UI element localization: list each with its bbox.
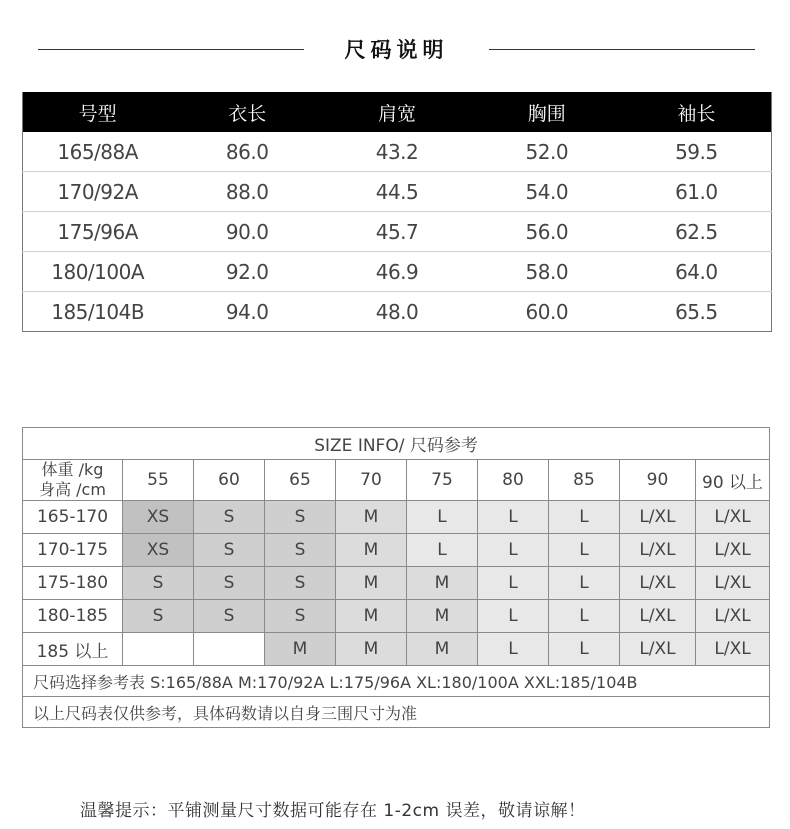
- table-cell: 65.5: [675, 299, 718, 324]
- size-grid-cell: L/XL: [696, 600, 770, 633]
- table-cell: 60.0: [525, 299, 569, 324]
- table-cell: 59.5: [622, 132, 772, 172]
- size-grid-row: [23, 501, 770, 534]
- size-grid-cell: L: [549, 534, 620, 567]
- height-range-label: 165-170: [23, 501, 123, 534]
- size-grid-cell: L: [407, 534, 478, 567]
- weight-axis-label: 体重 /kg: [41, 460, 104, 479]
- size-grid-cell: M: [336, 534, 407, 567]
- size-table-header-cell: 衣长: [172, 92, 322, 132]
- table-cell: 175/96A: [23, 212, 173, 252]
- weight-header-cell: 55: [123, 460, 194, 501]
- table-cell: 48.0: [375, 299, 419, 324]
- weight-header-cell: 70: [336, 460, 407, 501]
- weight-header-cell: 60: [194, 460, 265, 501]
- table-cell: 180/100A: [23, 252, 173, 292]
- size-grid-cell: L: [478, 600, 549, 633]
- height-range-label: 180-185: [23, 600, 123, 633]
- size-grid-cell: L: [549, 501, 620, 534]
- table-cell: 43.2: [322, 132, 472, 172]
- table-cell: 94.0: [225, 299, 269, 324]
- size-grid-cell: L: [478, 501, 549, 534]
- size-grid-cell: L/XL: [696, 633, 770, 666]
- size-grid-cell: M: [265, 633, 336, 666]
- size-grid-cell: [194, 633, 265, 666]
- size-grid-cell: L/XL: [696, 534, 770, 567]
- size-grid-cell: S: [123, 567, 194, 600]
- weight-header-cell: 90: [620, 460, 696, 501]
- size-table-header-cell: 号型: [23, 92, 173, 132]
- size-grid-cell: S: [265, 534, 336, 567]
- size-grid-cell: S: [123, 600, 194, 633]
- size-grid-cell: L/XL: [620, 534, 696, 567]
- table-cell: 86.0: [172, 132, 322, 172]
- weight-header-cell: 65: [265, 460, 336, 501]
- table-cell: 44.5: [322, 172, 472, 212]
- size-grid-cell: S: [194, 534, 265, 567]
- size-grid-cell: L: [478, 633, 549, 666]
- size-grid-cell: L/XL: [696, 501, 770, 534]
- table-row: [23, 292, 772, 332]
- size-grid-row: [23, 633, 770, 666]
- size-grid-row: [23, 567, 770, 600]
- table-cell: 52.0: [472, 132, 622, 172]
- size-grid-cell: L: [478, 567, 549, 600]
- table-row: [23, 132, 772, 172]
- size-disclaimer-note: 以上尺码表仅供参考，具体码数请以自身三围尺寸为准: [23, 697, 770, 728]
- weight-height-corner-label: [23, 460, 123, 501]
- size-grid-cell: M: [336, 633, 407, 666]
- size-table-header-row: [23, 92, 772, 132]
- size-grid-cell: M: [336, 501, 407, 534]
- size-info-table: [22, 427, 770, 728]
- table-row: [23, 172, 772, 212]
- size-grid-cell: M: [407, 633, 478, 666]
- size-grid-cell: M: [336, 567, 407, 600]
- table-cell: 92.0: [172, 252, 322, 292]
- table-row: [23, 212, 772, 252]
- title-divider-right: [489, 49, 755, 50]
- size-grid-cell: S: [194, 567, 265, 600]
- table-row: [23, 252, 772, 292]
- size-grid-cell: L/XL: [620, 501, 696, 534]
- size-table-header-cell: 胸围: [472, 92, 622, 132]
- table-cell: 58.0: [472, 252, 622, 292]
- table-cell: 165/88A: [23, 132, 173, 172]
- size-grid-cell: M: [407, 567, 478, 600]
- size-note-row: [23, 697, 770, 728]
- size-grid-cell: S: [194, 600, 265, 633]
- size-grid-cell: L: [549, 633, 620, 666]
- size-grid-cell: L/XL: [620, 633, 696, 666]
- size-grid-cell: M: [407, 600, 478, 633]
- size-grid-cell: L/XL: [620, 600, 696, 633]
- section-header: [0, 28, 790, 72]
- size-reference-note: 尺码选择参考表 S:165/88A M:170/92A L:175/96A XL:180/100A XXL:185/104B: [23, 666, 770, 697]
- table-cell: 46.9: [322, 252, 472, 292]
- size-info-caption: SIZE INFO/ 尺码参考: [23, 428, 770, 460]
- title-divider-left: [38, 49, 304, 50]
- height-axis-label: 身高 /cm: [39, 480, 106, 499]
- size-grid-cell: L: [549, 600, 620, 633]
- size-note-row: [23, 666, 770, 697]
- table-cell: 56.0: [472, 212, 622, 252]
- size-grid-row: [23, 534, 770, 567]
- table-cell: 61.0: [622, 172, 772, 212]
- table-cell: 90.0: [172, 212, 322, 252]
- table-cell: 45.7: [322, 212, 472, 252]
- table-cell: 64.0: [622, 252, 772, 292]
- size-table-header-cell: 肩宽: [322, 92, 472, 132]
- size-grid-cell: S: [194, 501, 265, 534]
- size-grid-cell: XS: [123, 501, 194, 534]
- size-grid-cell: S: [265, 567, 336, 600]
- height-range-label: 170-175: [23, 534, 123, 567]
- size-grid-cell: XS: [123, 534, 194, 567]
- page-title: 尺码说明: [344, 38, 449, 62]
- size-grid-cell: L: [407, 501, 478, 534]
- table-cell: 54.0: [472, 172, 622, 212]
- size-grid-cell: [123, 633, 194, 666]
- size-grid-cell: L: [549, 567, 620, 600]
- size-grid-cell: M: [336, 600, 407, 633]
- weight-header-cell: 80: [478, 460, 549, 501]
- weight-header-cell: 75: [407, 460, 478, 501]
- weight-header-cell: 85: [549, 460, 620, 501]
- size-info-caption-row: [23, 428, 770, 460]
- table-cell: 88.0: [172, 172, 322, 212]
- size-grid-row: [23, 600, 770, 633]
- size-grid-cell: S: [265, 501, 336, 534]
- weight-header-row: [23, 460, 770, 501]
- size-grid-cell: L/XL: [696, 567, 770, 600]
- weight-header-cell: 90 以上: [696, 460, 770, 501]
- footer-notice: 温馨提示：平铺测量尺寸数据可能存在 1-2cm 误差，敬请谅解！: [80, 801, 586, 821]
- size-grid-cell: L: [478, 534, 549, 567]
- size-grid-cell: S: [265, 600, 336, 633]
- table-cell: 62.5: [622, 212, 772, 252]
- size-grid-cell: L/XL: [620, 567, 696, 600]
- table-cell: 170/92A: [23, 172, 173, 212]
- height-range-label: 175-180: [23, 567, 123, 600]
- height-range-label: 185 以上: [23, 633, 123, 666]
- table-cell: 185/104B: [51, 299, 145, 324]
- size-measurement-table: [22, 92, 772, 332]
- size-table-header-cell: 袖长: [622, 92, 772, 132]
